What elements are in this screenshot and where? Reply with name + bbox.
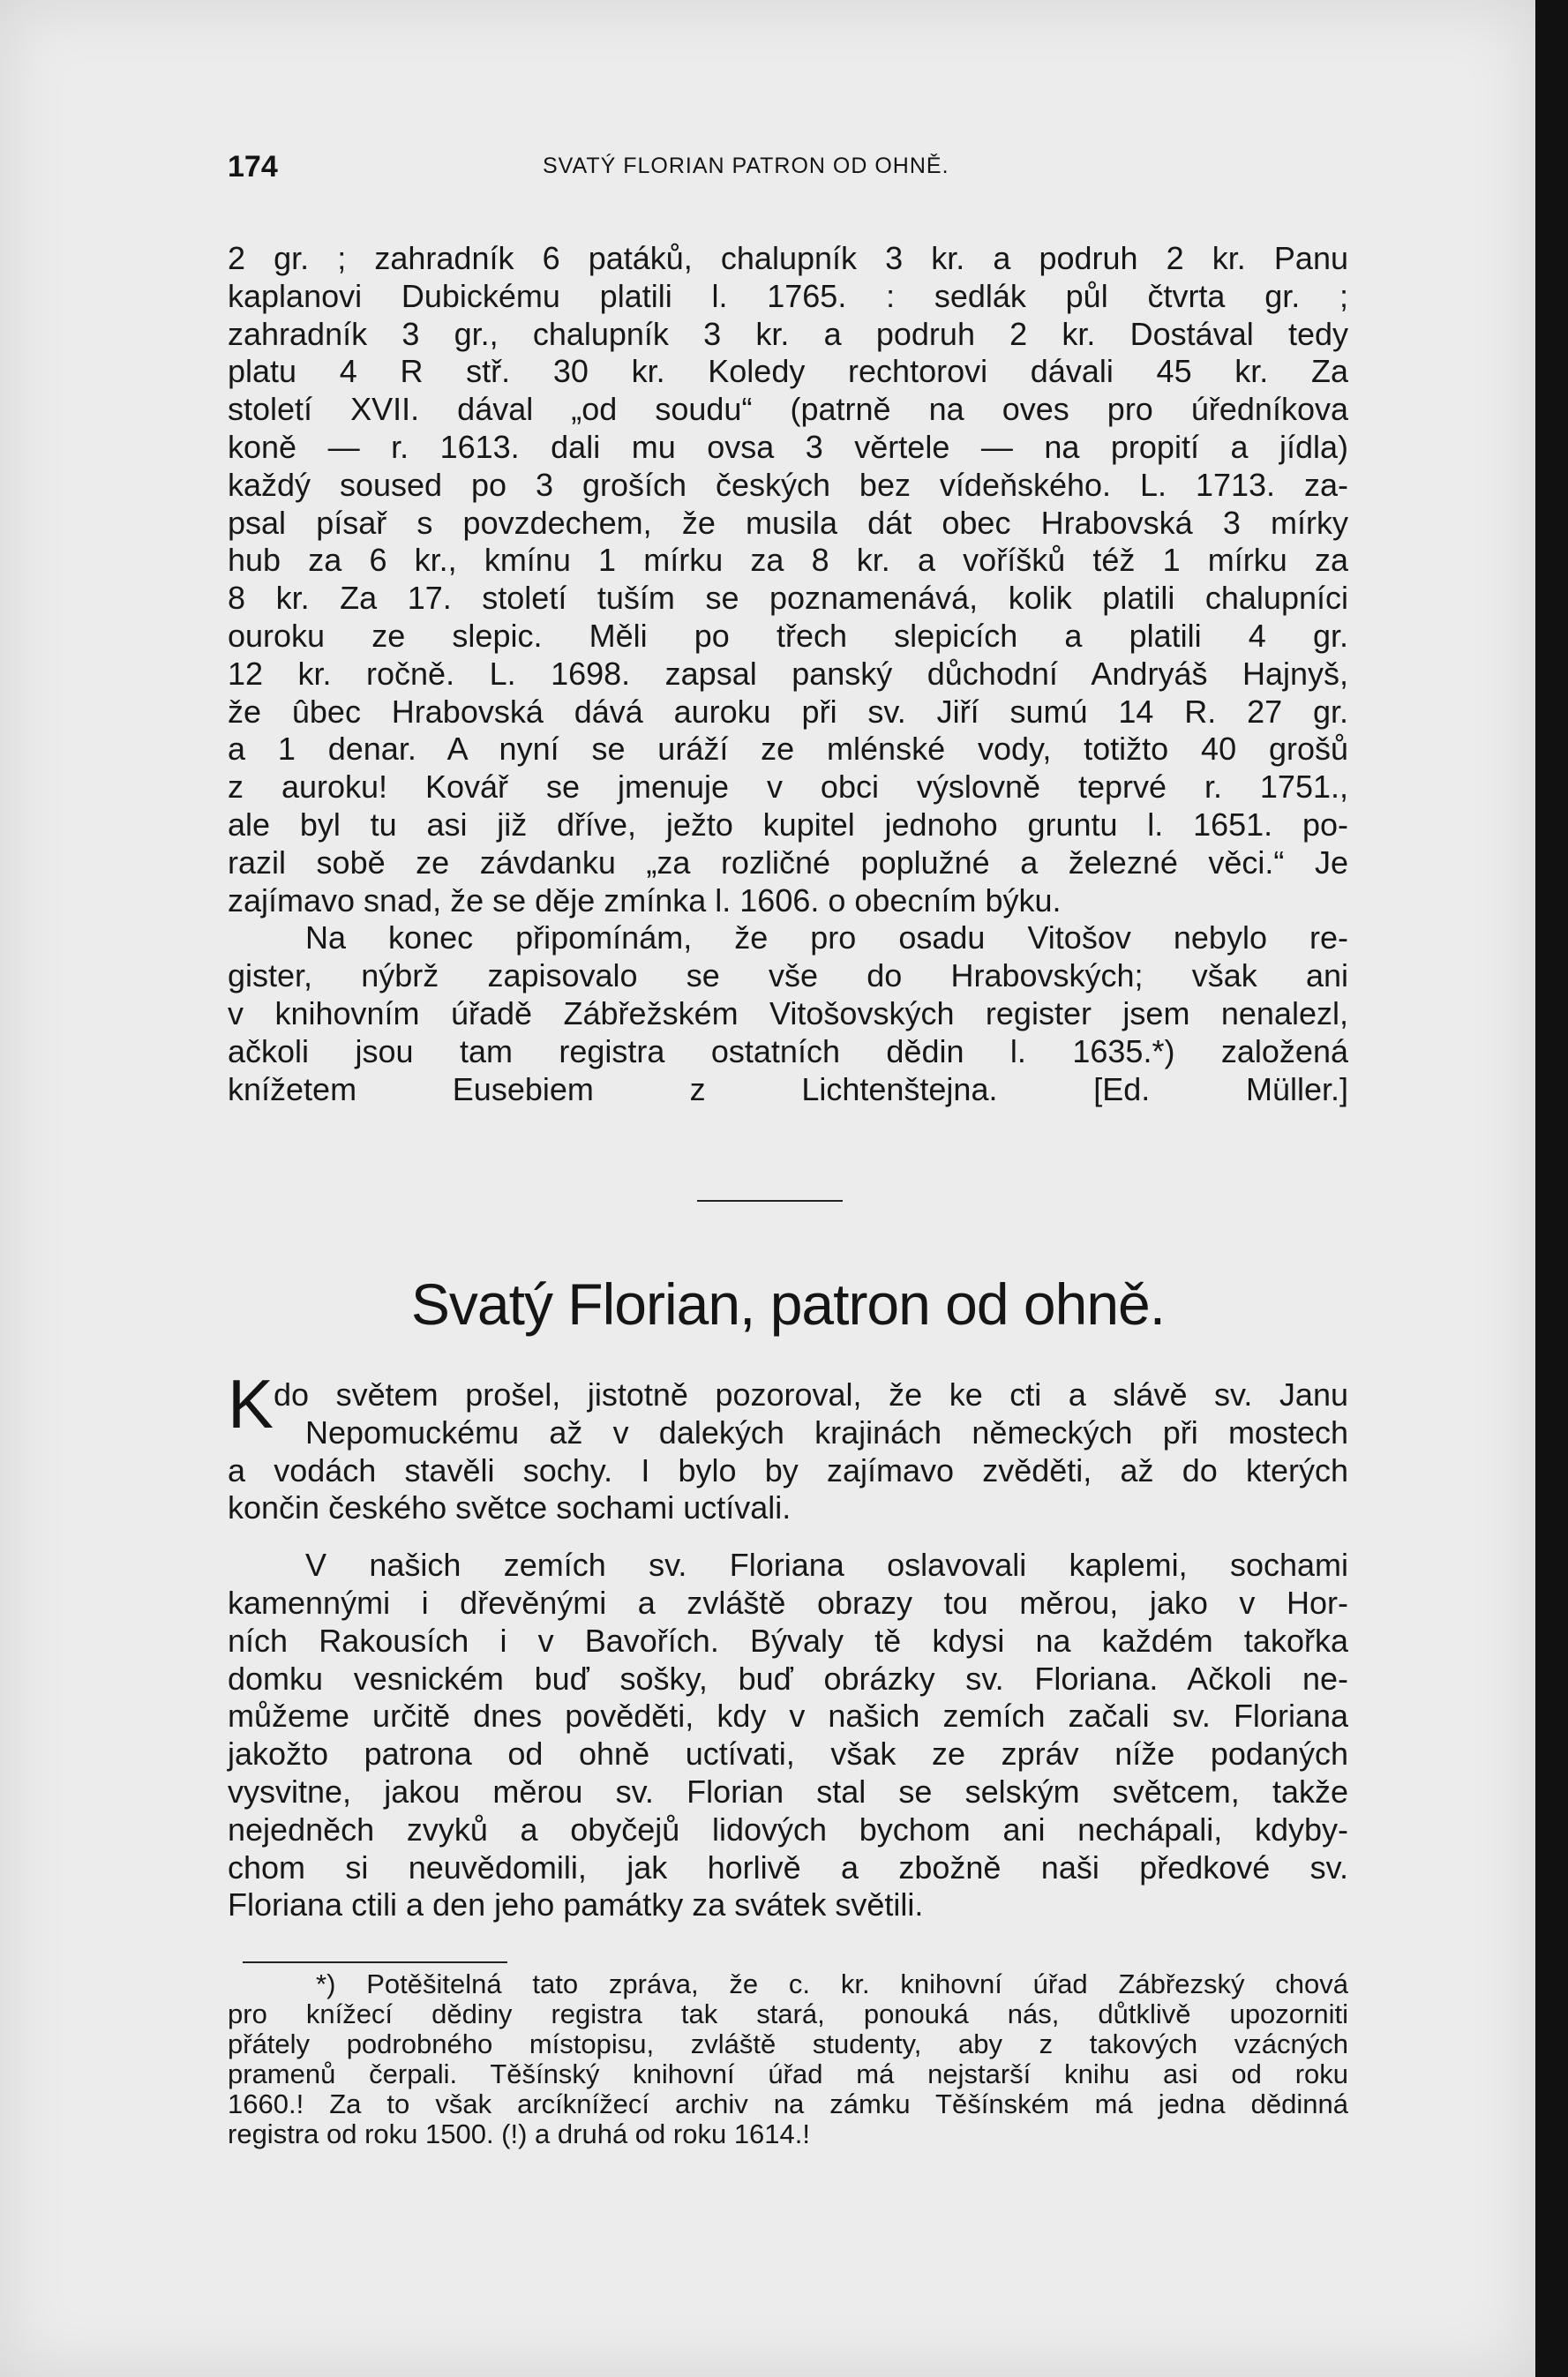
footnote-line: přátely podrobného místopisu, zvláště studenty, aby z takových vzácných — [228, 2028, 1348, 2059]
page-number: 174 — [228, 150, 278, 184]
text-line: psal písař s povzdechem, že musila dát obec Hrabovská 3 mírky — [228, 504, 1348, 541]
paragraph-1 — [228, 1365, 1348, 1527]
footnote-rule — [243, 1961, 507, 1963]
text-line: každý soused po 3 groších českých bez vídeňského. L. 1713. za- — [228, 466, 1348, 503]
scan-edge — [1535, 0, 1568, 2377]
text-line: domku vesnickém buď sošky, buď obrázky sv. Floriana. Ačkoli ne- — [228, 1660, 1348, 1697]
paragraph-2 — [228, 1547, 1348, 1924]
text-line: ouroku ze slepic. Měli po třech slepicích a platili 4 gr. — [228, 617, 1348, 654]
text-line: platu 4 R stř. 30 kr. Koledy rechtorovi dávali 45 kr. Za — [228, 353, 1348, 390]
footnote-line: pramenů čerpali. Těšínský knihovní úřad má nejstarší knihu asi od roku — [228, 2058, 1348, 2089]
text-line: gister, nýbrž zapisovalo se vše do Hrabovských; však ani — [228, 957, 1348, 994]
text-line: kaplanovi Dubickému platili l. 1765. : sedlák půl čtvrta gr. ; — [228, 277, 1348, 314]
text-line: století XVII. dával „od soudu“ (patrně na oves pro úředníkova — [228, 391, 1348, 428]
text-line: zahradník 3 gr., chalupník 3 kr. a podruh 2 kr. Dostával tedy — [228, 315, 1348, 352]
article-body — [228, 1365, 1348, 1924]
footnote-line: 1660.! Za to však arcíknížecí archiv na zámku Těšínském má jedna dědinná — [228, 2088, 1348, 2119]
text-line: zajímavo snad, že se děje zmínka l. 1606. o obecním býku. — [228, 881, 1062, 919]
text-line: v knihovním úřadě Zábřežském Vitošovských register jsem nenalezl, — [228, 994, 1348, 1031]
text-line: a 1 denar. A nyní se uráží ze mlénské vody, totižto 40 grošů — [228, 731, 1348, 768]
text-line: 8 kr. Za 17. století tuším se poznamenává, kolik platili chalupníci — [228, 580, 1348, 617]
text-line: můžeme určitě dnes pověděti, kdy v našich zemích začali sv. Floriana — [228, 1698, 1348, 1735]
text-line: 12 kr. ročně. L. 1698. zapsal panský důchodní Andryáš Hajnyš, — [228, 655, 1348, 692]
text-line: Floriana ctili a den jeho památky za svátek světili. — [228, 1886, 924, 1923]
running-head: SVATÝ FLORIAN PATRON OD OHNĚ. — [543, 154, 949, 178]
text-line: razil sobě ze závdanku „za rozličné poplužné a železné věci.“ Je — [228, 844, 1348, 881]
continued-article-text — [228, 240, 1348, 1108]
page-header — [228, 150, 1348, 185]
text-line: ních Rakousích i v Bavořích. Bývaly tě kdysi na každém takořka — [228, 1622, 1348, 1659]
footnote-line: *) Potěšitelná tato zpráva, že c. kr. knihovní úřad Zábřezský chová — [316, 1968, 1348, 1999]
text-line: Na konec připomínám, že pro osadu Vitošov nebylo re- — [305, 919, 1348, 956]
footnote-line: registra od roku 1500. (!) a druhá od roku 1614.! — [228, 2118, 811, 2149]
text-line: kamennými i dřevěnými a zvláště obrazy tou měrou, jako v Hor- — [228, 1584, 1348, 1621]
footnote — [228, 1969, 1348, 2149]
text-line: do světem prošel, jistotně pozoroval, že ke cti a slávě sv. Janu — [274, 1376, 1348, 1413]
text-line: chom si neuvědomili, jak horlivě a zbožně naši předkové sv. — [228, 1848, 1348, 1886]
text-line: že ûbec Hrabovská dává auroku při sv. Jiří sumú 14 R. 27 gr. — [228, 693, 1348, 730]
text-line: Nepomuckému až v dalekých krajinách německých při mostech — [305, 1413, 1348, 1451]
text-line: ale byl tu asi již dříve, ježto kupitel jednoho gruntu l. 1651. po- — [228, 806, 1348, 843]
text-line: z auroku! Kovář se jmenuje v obci výslovně teprvé r. 1751., — [228, 769, 1348, 806]
text-line: knížetem Eusebiem z Lichtenštejna. [Ed. Müller.] — [228, 1070, 1348, 1107]
text-line: ačkoli jsou tam registra ostatních dědin l. 1635.*) založená — [228, 1032, 1348, 1069]
section-divider — [697, 1200, 843, 1202]
drop-cap: K — [228, 1365, 274, 1443]
footnote-line: pro knížecí dědiny registra tak stará, ponouká nás, důtklivě upozorniti — [228, 1998, 1348, 2029]
text-line: končin českého světce sochami uctívali. — [228, 1489, 792, 1526]
text-line: a vodách stavěli sochy. I bylo by zajímavo zvěděti, až do kterých — [228, 1451, 1348, 1488]
text-line: hub za 6 kr., kmínu 1 mírku za 8 kr. a voříšků též 1 mírku za — [228, 542, 1348, 579]
text-line: nejedněch zvyků a obyčejů lidových bychom ani nechápali, kdyby- — [228, 1811, 1348, 1848]
text-line: vysvitne, jakou měrou sv. Florian stal se selským světcem, takže — [228, 1773, 1348, 1810]
text-line: V našich zemích sv. Floriana oslavovali kaplemi, sochami — [305, 1547, 1348, 1584]
article-title: Svatý Florian, patron od ohně. — [410, 1271, 1166, 1337]
text-line: 2 gr. ; zahradník 6 patáků, chalupník 3 kr. a podruh 2 kr. Panu — [228, 240, 1348, 276]
text-line: koně — r. 1613. dali mu ovsa 3 věrtele — na propití a jídla) — [228, 428, 1348, 465]
text-line: jakožto patrona od ohně uctívati, však ze zpráv níže podaných — [228, 1736, 1348, 1773]
